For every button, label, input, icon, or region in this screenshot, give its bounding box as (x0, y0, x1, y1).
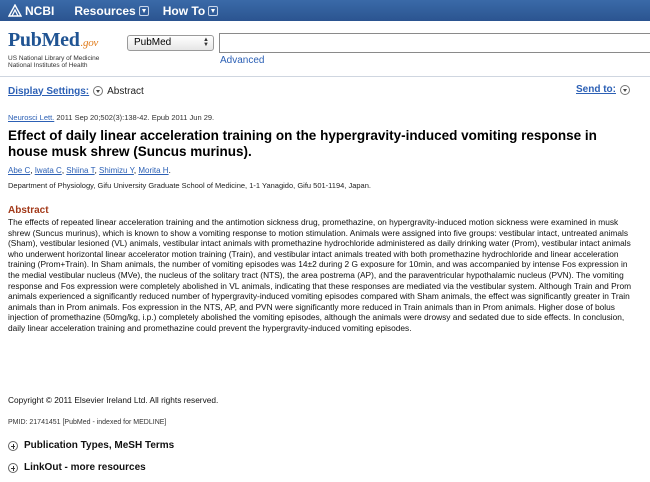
advanced-search-link[interactable]: Advanced (220, 55, 265, 66)
linkout-toggle[interactable] (8, 462, 146, 473)
display-settings-bar (8, 84, 630, 98)
author-link[interactable]: Iwata C (34, 166, 62, 175)
journal-link[interactable]: Neurosci Lett. (8, 113, 55, 122)
how-to-label: How To (162, 3, 206, 18)
ncbi-top-bar (0, 0, 650, 21)
chevron-down-icon (139, 6, 149, 16)
ncbi-logo-icon (8, 4, 22, 17)
select-arrows-icon: ▲ ▼ (203, 37, 209, 48)
display-settings-link[interactable]: Display Settings: (8, 85, 90, 97)
resources-label: Resources (74, 3, 136, 18)
ncbi-logo[interactable] (8, 4, 54, 18)
database-selected-value: PubMed (134, 37, 172, 48)
pubmed-logo-text: PubMed (8, 29, 80, 51)
chevron-down-icon (208, 6, 218, 16)
pubmed-logo-suffix: .gov (80, 37, 98, 49)
nlm-line-2: National Institutes of Health (8, 62, 88, 69)
publication-types-toggle[interactable] (8, 440, 174, 451)
nlm-line-1: US National Library of Medicine (8, 55, 100, 62)
search-header (0, 21, 650, 77)
nlm-caption (8, 55, 99, 69)
resources-menu[interactable] (74, 4, 148, 18)
pubmed-logo[interactable] (8, 29, 98, 52)
citation (8, 113, 214, 122)
linkout-label: LinkOut - more resources (24, 462, 146, 473)
author-link[interactable]: Morita H (138, 166, 169, 175)
copyright-notice: Copyright © 2011 Elsevier Ireland Ltd. All rights reserved. (8, 395, 219, 405)
chevron-down-icon (620, 85, 630, 95)
ncbi-label: NCBI (25, 3, 55, 18)
send-to-label: Send to: (576, 84, 616, 95)
pmid-line: PMID: 21741451 [PubMed - indexed for MEDLINE] (8, 419, 167, 426)
display-format-value: Abstract (107, 85, 144, 97)
how-to-menu[interactable] (163, 4, 218, 18)
author-link[interactable]: Shimizu Y (99, 166, 134, 175)
search-input[interactable] (219, 33, 650, 53)
expand-plus-icon (8, 441, 18, 451)
author-link[interactable]: Abe C (8, 166, 31, 175)
send-to-menu[interactable] (576, 84, 630, 95)
publication-types-label: Publication Types, MeSH Terms (24, 440, 175, 451)
expand-plus-icon (8, 463, 18, 473)
chevron-down-icon[interactable] (93, 86, 103, 96)
citation-details: 2011 Sep 20;502(3):138-42. Epub 2011 Jun 29. (54, 113, 215, 122)
abstract-heading: Abstract (8, 205, 49, 216)
abstract-text: The effects of repeated linear acceleration training and the antimotion sickness drug, promethazine, on hypergravity-induced motion sickness were examined in musk shrew (Suncus murinus), which is known to show a vomiting response to motion stimulation. Animals were assigned into five groups: vestibular intact, untreated animals (Sham), vestibular lesioned (VL) animals, vestibular intact animals with promethazine hydrochloride administered as daily drinking water (Prom), vestibular intact animals who underwent horizontal linear accelerator motion training (Train), and vestibular intact animals treated with both promethazine hydrochloride and linear acceleration training (Prom+Train). In Sham animals, the number of vomiting episodes was 14±2 during 2 G exposure for 10min, and was accompanied by intense Fos expression in the medial vestibular nucleus (MVe), the nucleus of the solitary tract (NTS), the area postrema (AP), and the paraventricular hypothalamic nucleus (PVN). The vomiting response and Fos expression were completely abolished in VL animals, indicating that these responses are mediated via the vestibular system. Although Train and Prom animals experienced a significantly reduced number of hypergravity-induced vomiting episodes compared with Sham animals, the effect was significantly greater in Train animals than in Prom animals. Fos expression in the NTS, AP, and PVN were significantly more reduced in Train animals than in Prom animals. Higher dose of bolus injection of promethazine (50mg/kg, i.p.) completely abolished the vomiting episodes, although the animals were drowsy and sedated due to side effects. In conclusion, daily linear acceleration training and promethazine could prevent the hypergravity-induced vomiting episodes. (8, 217, 632, 333)
affiliation: Department of Physiology, Gifu University Graduate School of Medicine, 1-1 Yanagido, Gifu 501-1194, Japan. (8, 181, 371, 190)
author-link[interactable]: Shiina T (66, 166, 95, 175)
database-select[interactable] (127, 35, 214, 51)
article-title: Effect of daily linear acceleration training on the hypergravity-induced vomiting response in house musk shrew (Suncus murinus). (8, 128, 597, 159)
author-list: Abe C, Iwata C, Shiina T, Shimizu Y, Morita H. (8, 166, 171, 175)
